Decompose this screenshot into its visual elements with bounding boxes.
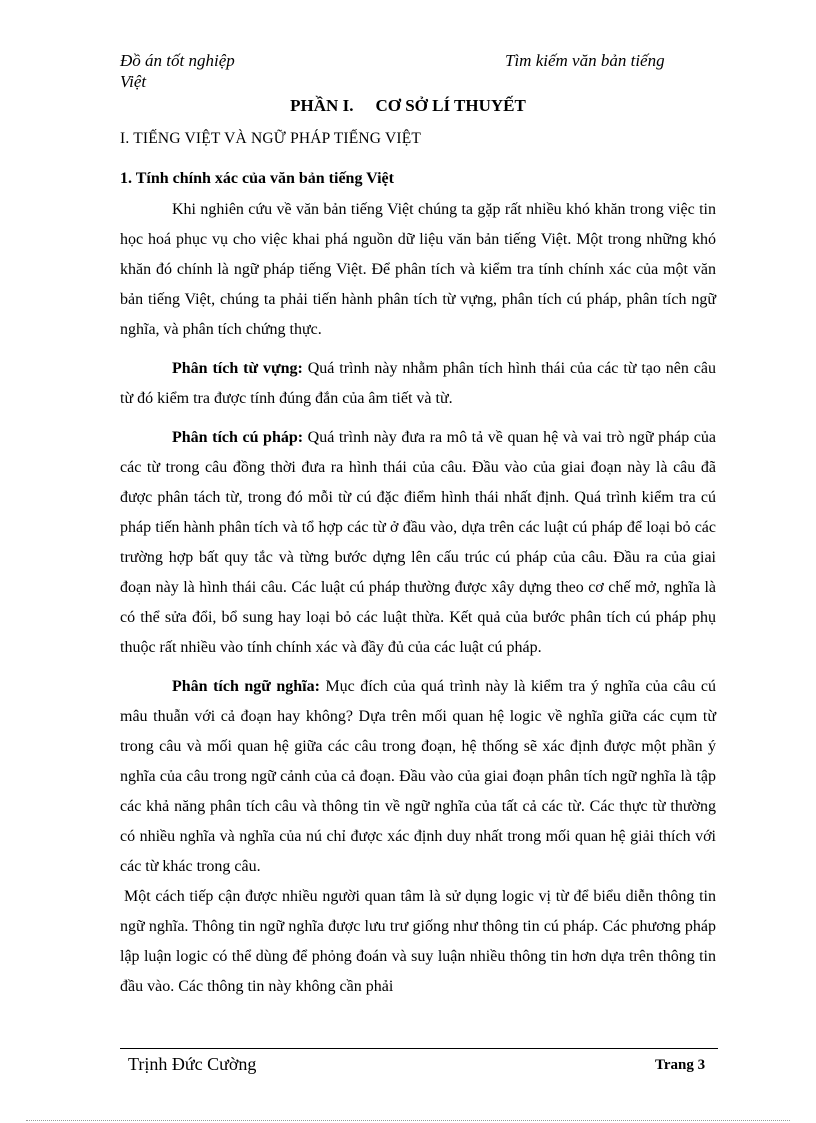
footer-page-number: Trang 3 — [655, 1057, 706, 1073]
paragraph-semantic-analysis — [120, 672, 716, 882]
syntax-analysis-text: Quá trình này đưa ra mô tả về quan hệ và vai trò ngữ pháp của các từ trong câu đồng thời đưa ra hình thái của câu. Đầu vào của giai đoạn này là câu đã được phân tách từ, trong đó mỗi từ cú đặc điểm hình thái nhất định. Quá trình kiểm tra cú pháp tiến hành phân tích và tổ hợp các từ ở đầu vào, dựa trên các luật cú pháp để loại bỏ các trường hợp bất quy tắc và từng bước dựng lên cấu trúc cú pháp của câu. Đầu ra của giai đoạn này là hình thái câu. Các luật cú pháp thường được xây dựng theo cơ chế mở, nghĩa là có thể sửa đổi, bổ sung hay loại bỏ các luật thừa. Kết quả của bước phân tích cú pháp phụ thuộc rất nhiều vào tính chính xác và đầy đủ của các luật cú pháp. — [120, 429, 717, 656]
page-break-line — [26, 1120, 790, 1121]
body-text — [120, 195, 716, 1011]
page-header — [120, 50, 700, 91]
term-semantic-analysis: Phân tích ngữ nghĩa: — [172, 678, 320, 695]
header-right-title: Tìm kiếm văn bản tiếng — [505, 51, 665, 70]
section-title: I. TIẾNG VIỆT VÀ NGỮ PHÁP TIẾNG VIỆT — [120, 130, 422, 147]
part-heading: CƠ SỞ LÍ THUYẾT — [375, 96, 526, 115]
header-continuation: Việt — [120, 72, 147, 91]
part-label: PHẦN I. — [290, 96, 354, 115]
paragraph-intro: Khi nghiên cứu về văn bản tiếng Việt chúng ta gặp rất nhiều khó khăn trong việc tin học hoá phục vụ cho việc khai phá nguồn dữ liệu văn bản tiếng Việt. Một trong những khó khăn đó chính là ngữ pháp tiếng Việt. Để phân tích và kiểm tra tính chính xác của một văn bản tiếng Việt, chúng ta phải tiến hành phân tích từ vựng, phân tích cú pháp, phân tích ngữ nghĩa, và phân tích chứng thực. — [120, 201, 716, 338]
footer-author: Trịnh Đức Cường — [128, 1054, 257, 1074]
term-syntax-analysis: Phân tích cú pháp: — [172, 429, 304, 446]
header-left-title: Đồ án tốt nghiệp — [120, 51, 235, 70]
paragraph-predicate-logic: Một cách tiếp cận được nhiều người quan tâm là sử dụng logic vị từ để biểu diễn thông tin ngữ nghĩa. Thông tin ngữ nghĩa được lưu trư giống như thông tin cú pháp. Các phương pháp lập luận logic có thể dùng để phỏng đoán và suy luận nhiều thông tin hơn dựa trên thông tin đầu vào. Các thông tin này không cần phải — [120, 888, 716, 995]
paragraph-syntax-analysis — [120, 423, 716, 663]
footer-divider — [120, 1048, 718, 1049]
semantic-analysis-text: Mục đích của quá trình này là kiểm tra ý nghĩa của câu cú mâu thuẫn với cả đoạn hay không? Dựa trên mối quan hệ logic về nghĩa giữa các cụm từ trong câu và mối quan hệ giữa các câu trong đoạn, hệ thống sẽ xác định được một phần ý nghĩa của câu trong ngữ cảnh của cả đoạn. Đầu vào của giai đoạn phân tích ngữ nghĩa là tập các khả năng phân tích câu và thông tin về ngữ nghĩa của tất cả các từ. Các thực từ thường có nhiều nghĩa và nghĩa của nú chỉ được xác định duy nhất trong mối quan hệ giải thích với các từ khác trong câu. — [120, 678, 716, 875]
lexical-analysis-text: Quá trình này nhằm phân tích hình thái của các từ tạo nên câu từ đó kiểm tra được tính đúng đắn của âm tiết và từ. — [120, 360, 716, 407]
part-title — [0, 96, 816, 116]
paragraph-lexical-analysis — [120, 354, 716, 414]
subsection-title: 1. Tính chính xác của văn bản tiếng Việt — [120, 170, 394, 187]
term-lexical-analysis: Phân tích từ vựng: — [172, 360, 303, 377]
